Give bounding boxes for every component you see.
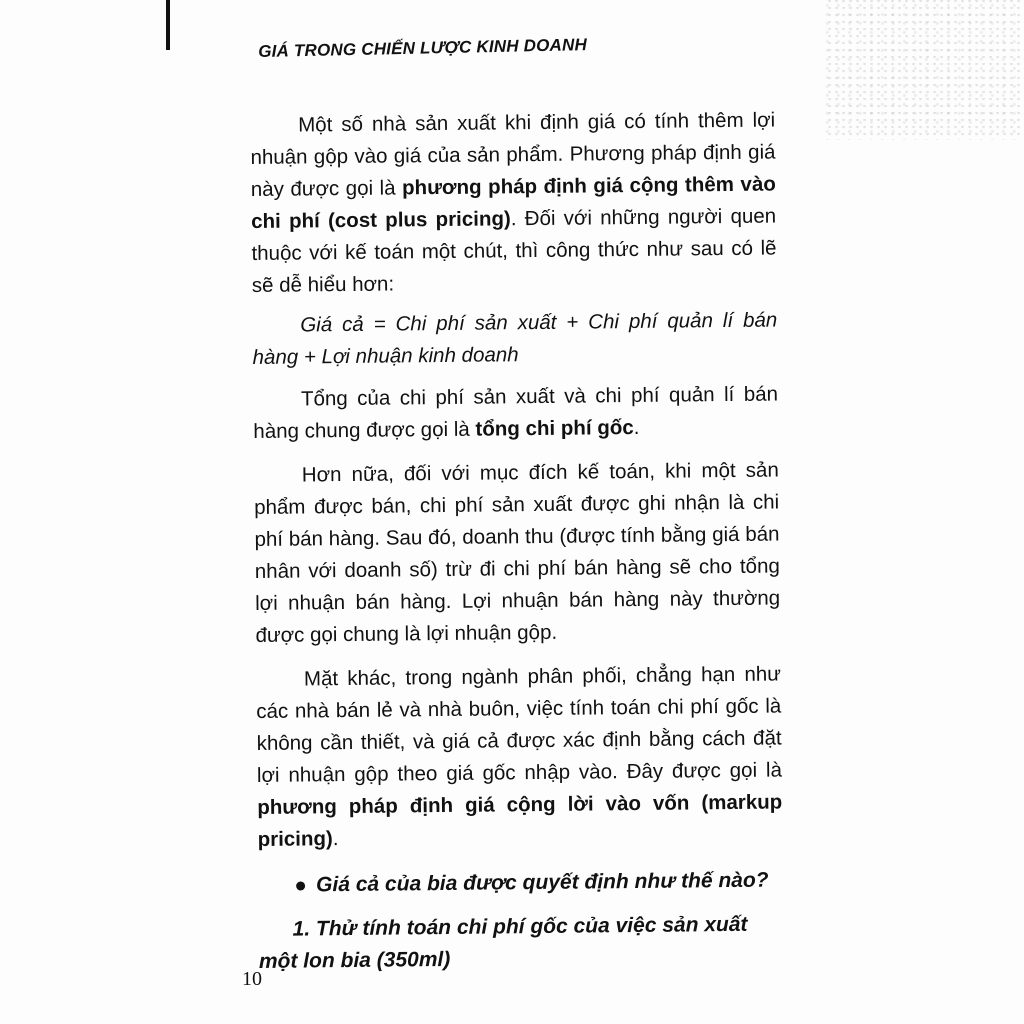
bullet-text: Giá cả của bia được quyết định như thế nào? (315, 868, 769, 897)
page-content (250, 105, 784, 978)
price-formula: Giá cả = Chi phí sản xuất + Chi phí quản lí bán hàng + Lợi nhuận kinh doanh (252, 308, 778, 369)
paragraph-text: Một số nhà sản xuất khi định giá có tính thêm lợi nhuận gộp vào giá của sản phẩm. Phương pháp định giá này được gọi là (250, 108, 776, 201)
scan-noise (824, 0, 1024, 140)
paragraph-text: . Đối với những người quen thuộc với kế toán một chút, thì công thức như sau có lẽ sẽ dễ hiểu hơn: (251, 204, 777, 297)
bullet-item (258, 864, 783, 901)
paragraph-text: . (633, 415, 640, 439)
paragraph-total-cost (253, 378, 779, 447)
bold-term-total-cost: tổng chi phí gốc (475, 415, 634, 441)
paragraph-cost-plus (250, 105, 777, 302)
page-number: 10 (242, 968, 262, 990)
paragraph-markup (256, 658, 783, 855)
section-subheading: 1. Thử tính toán chi phí gốc của việc sản xuất một lon bia (350ml) (258, 912, 748, 973)
paragraph-text: Tổng của chi phí sản xuất và chi phí quản lí bán hàng chung được gọi là (253, 382, 779, 443)
paragraph-text: Mặt khác, trong ngành phân phối, chẳng hạn như các nhà bán lẻ và nhà buôn, việc tính toán chi phí gốc là không cần thiết, và giá cả được xác định bằng cách đặt lợi nhuận gộp theo giá gốc nhập vào. Đây được gọi là (256, 662, 783, 787)
margin-bar (166, 0, 170, 50)
paragraph-accounting: Hơn nữa, đối với mục đích kế toán, khi một sản phẩm được bán, chi phí sản xuất được ghi nhận là chi phí bán hàng. Sau đó, doanh thu (được tính bằng giá bán nhân với doanh số) trừ đi chi phí bán hàng sẽ cho tổng lợi nhuận bán hàng. Lợi nhuận bán hàng này thường được gọi chung là lợi nhuận gộp. (254, 458, 781, 647)
bold-term-markup: phương pháp định giá cộng lời vào vốn (markup pricing) (257, 790, 783, 851)
bold-term-cost-plus: phương pháp định giá cộng thêm vào chi phí (cost plus pricing) (251, 172, 776, 233)
paragraph-text: . (332, 827, 339, 851)
running-header: GIÁ TRONG CHIẾN LƯỢC KINH DOANH (258, 35, 588, 61)
bullet-dot-icon (296, 881, 305, 890)
